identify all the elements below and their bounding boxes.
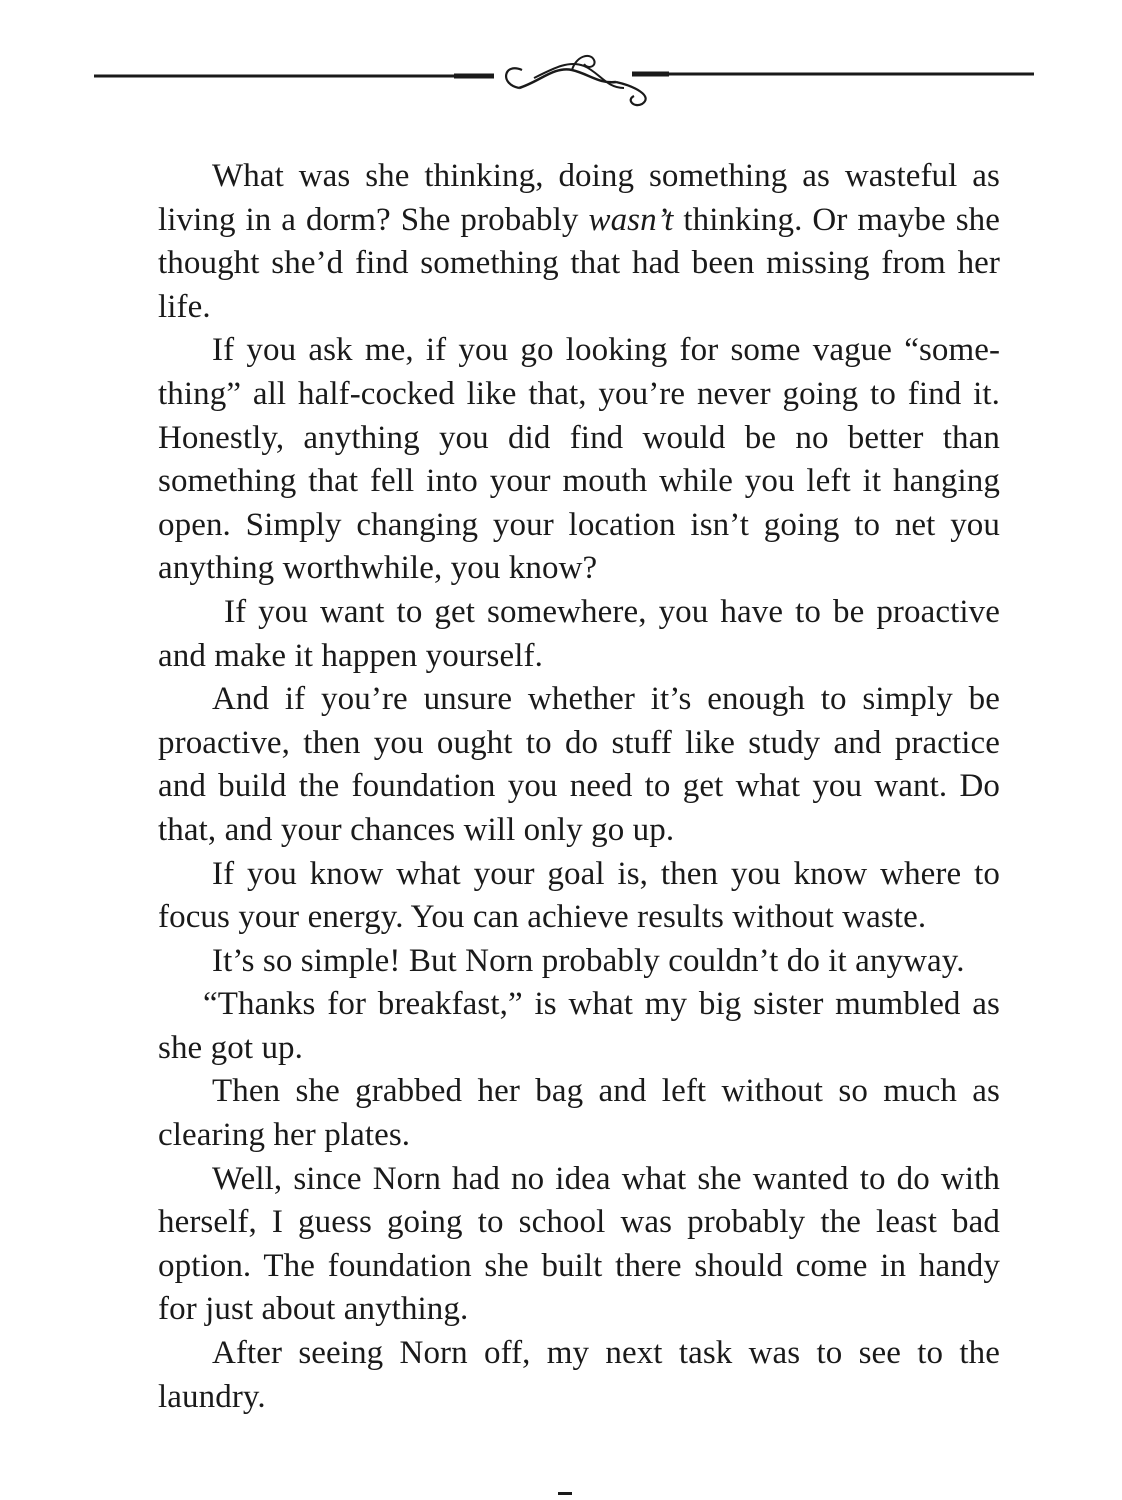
- paragraph: [158, 155, 1000, 329]
- paragraph: And if you’re unsure whether it’s enough to simply be proactive, then you ought to do stuff like study and practice and build the foundation you need to get what you want. Do that, and your chances will only go up.: [158, 681, 1000, 848]
- paragraph: It’s so simple! But Norn probably couldn’t do it anyway.: [212, 942, 965, 979]
- paragraph: Well, since Norn had no idea what she wanted to do with herself, I guess going to school was probably the least bad option. The foundation she built there should come in handy for just about anything.: [158, 1160, 1000, 1328]
- paragraph: If you want to get somewhere, you have to be proactive and make it happen yourself.: [158, 593, 1000, 674]
- paragraph-text: What was she thinking, doing something as wasteful as living in a dorm? She probably: [158, 158, 1000, 238]
- paragraph-text: thinking. Or maybe she thought she’d find something that had been missing from her life.: [158, 201, 1001, 325]
- paragraph: After seeing Norn off, my next task was to see to the laundry.: [158, 1335, 1000, 1415]
- body-text: [158, 155, 1000, 1419]
- paragraph: If you know what your goal is, then you know where to focus your energy. You can achieve results without waste.: [158, 855, 1000, 936]
- page-mark: [558, 1492, 572, 1495]
- flourish-divider-icon: [94, 48, 1034, 108]
- paragraph: Then she grabbed her bag and left without so much as clearing her plates.: [158, 1073, 1000, 1154]
- paragraph: If you ask me, if you go looking for some vague “something” all half-cocked like that, you’re never going to find it. Honestly, anything you did find would be no better than something that fell into your mouth while you left it hanging open. Simply changing your location isn’t going to net you anything worthwhile, you know?: [158, 332, 1000, 587]
- emphasized-word: wasn’t: [588, 201, 674, 238]
- paragraph: “Thanks for breakfast,” is what my big sister mumbled as she got up.: [158, 986, 1000, 1066]
